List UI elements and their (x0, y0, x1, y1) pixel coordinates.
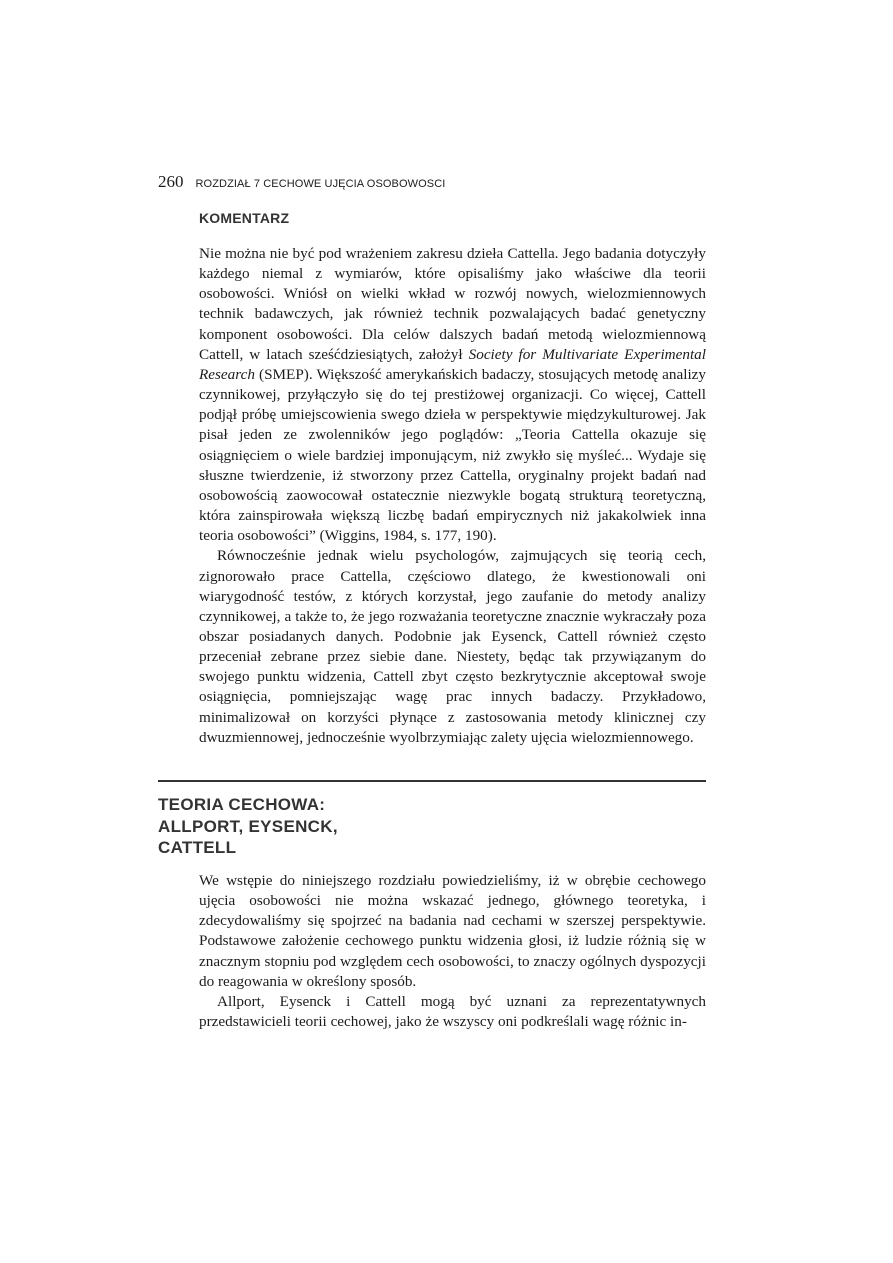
section-body (199, 871, 706, 1032)
section-paragraph-1: We wstępie do niniejszego rozdziału powiedzieliśmy, iż w obrębie cechowego ujęcia osobowości nie można wskazać jednego, głównego teoretyka, i zdecydowaliśmy się spojrzeć na badania nad cechami w szerszej perspektywie. Podstawowe założenie cechowego punktu widzenia głosi, iż ludzie różnią się w znacznym stopniu pod względem cech osobowości, to znaczy ogólnych dyspozycji do reagowania w określony sposób. (199, 872, 706, 990)
running-header (158, 172, 445, 192)
commentary-paragraph-1-text-b: (SMEP). Większość amerykańskich badaczy, stosujących metodę analizy czynnikowej, przyłączyło się do tej prestiżowej organizacji. Co więcej, Cattell podjął próbę umiejscowienia swego dzieła w perspektywie międzykulturowej. Jak pisał jeden ze zwolenników jego poglądów: „Teoria Cattella okazuje się osiągnięciem o wiele bardziej imponującym, niż zwykło się myśleć... Wydaje się słuszne twierdzenie, iż stworzony przez Cattella, oryginalny projekt badań nad osobowością zaowocował ostatecznie niezwykle bogatą strukturą teoretyczną, która zainspirowała większą liczbę badań empirycznych niż jakakolwiek inna teoria osobowości” (Wiggins, 1984, s. 177, 190). (199, 365, 706, 545)
section-divider (158, 780, 706, 782)
section-heading (158, 794, 338, 859)
commentary-body (199, 244, 706, 748)
commentary-paragraph-1 (199, 244, 706, 546)
section-heading-line-1: TEORIA CECHOWA: (158, 795, 326, 814)
running-head-title: ROZDZIAŁ 7 CECHOWE UJĘCIA OSOBOWOSCI (195, 178, 446, 190)
section-heading-line-2: ALLPORT, EYSENCK, (158, 816, 338, 836)
commentary-heading: KOMENTARZ (199, 210, 290, 226)
section-heading-line-3: CATTELL (158, 838, 237, 857)
smep-society-name: Society for Multivariate Experimental Research (199, 345, 706, 383)
commentary-paragraph-1-text-a: Nie można nie być pod wrażeniem zakresu dzieła Cattella. Jego badania dotyczyły każdego niemal z wymiarów, które opisaliśmy jako właściwe dla teorii osobowości. Wniósł on wielki wkład w rozwój nowych, wielozmiennowych technik badawczych, jak również technik pozwalających badać genetyczny komponent osobowości. Dla celów dalszych badań metodą wielozmiennową Cattell, w latach sześćdziesiątych, założył (199, 245, 706, 363)
section-paragraph-2: Allport, Eysenck i Cattell mogą być uznani za reprezentatywnych przedstawicieli teorii cechowej, jako że wszyscy oni podkreślali wagę różnic in- (199, 992, 706, 1031)
commentary-paragraph-2: Równocześnie jednak wielu psychologów, zajmujących się teorią cech, zignorowało prace Cattella, częściowo dlatego, że kwestionowali oni wiarygodność testów, z których korzystał, jego zaufanie do metody analizy czynnikowej, a także to, że jego rozważania teoretyczne znacznie wykraczały poza obszar posiadanych danych. Podobnie jak Eysenck, Cattell również często przeceniał zebrane przez siebie dane. Niestety, będąc tak przywiązanym do swojego punktu widzenia, Cattell zbyt często bezkrytycznie akceptował swoje osiągnięcia, pomniejszając wagę prac innych badaczy. Przykładowo, minimalizował on korzyści płynące z zastosowania metody klinicznej czy dwuzmiennowej, jednocześnie wyolbrzymiając zalety ujęcia wielozmiennowego. (199, 547, 706, 746)
page-number: 260 (158, 172, 184, 191)
